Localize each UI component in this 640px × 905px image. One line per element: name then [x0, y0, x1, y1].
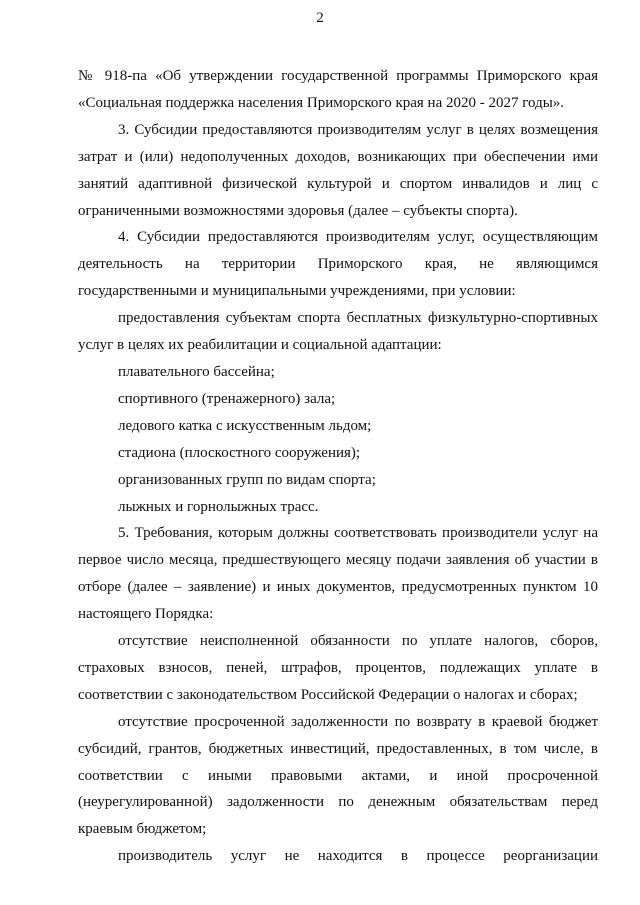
list-item: стадиона (плоскостного сооружения); [118, 444, 361, 461]
paragraph-condition: предоставления субъектам спорта бесплатных физкультурно-спортивных услуг в целях их реабилитации и социальной адаптации: [78, 310, 598, 354]
paragraph-item-4: 4. Субсидии предоставляются производителям услуг, осуществляющим деятельность на территории Приморского края, не являющимся государственными и муниципальными учреждениями, при условии: [78, 229, 598, 300]
paragraph-requirement-taxes: отсутствие неисполненной обязанности по уплате налогов, сборов, страховых взносов, пеней, штрафов, процентов, подлежащих уплате в соответствии с законодательством Российской Федерации о налогах и сборах; [78, 633, 598, 703]
paragraph-continuation: № 918-па «Об утверждении государственной программы Приморского края «Социальная поддержка населения Приморского края на 2020 - 2027 годы». [78, 68, 598, 111]
list-item: организованных групп по видам спорта; [118, 471, 376, 488]
list-item: спортивного (тренажерного) зала; [118, 390, 336, 407]
paragraph-requirement-reorganization: производитель услуг не находится в процессе реорганизации [118, 848, 598, 865]
list-item: ледового катка с искусственным льдом; [118, 417, 372, 434]
paragraph-item-3: 3. Субсидии предоставляются производителям услуг в целях возмещения затрат и (или) недополученных доходов, возникающих при обеспечении ими занятий адаптивной физической культурой и спортом инвалидов и лиц с ограниченными возможностями здоровья (далее – субъекты спорта). [78, 121, 598, 219]
paragraph-requirement-debt: отсутствие просроченной задолженности по возврату в краевой бюджет субсидий, грантов, бюджетных инвестиций, предоставленных, в том числе, в соответствии с иными правовыми актами, и иной просроченной (неурегулированной) задолженности по денежным обязательствам перед краевым бюджетом; [78, 713, 598, 838]
list-item: лыжных и горнолыжных трасс. [118, 498, 319, 515]
page-number: 2 [316, 10, 324, 26]
document-body [78, 63, 598, 870]
paragraph-item-5: 5. Требования, которым должны соответствовать производители услуг на первое число месяца, предшествующего месяцу подачи заявления об участии в отборе (далее – заявление) и иных документов, предусмотренных пунктом 10 настоящего Порядка: [78, 525, 598, 623]
list-item: плавательного бассейна; [118, 363, 275, 380]
